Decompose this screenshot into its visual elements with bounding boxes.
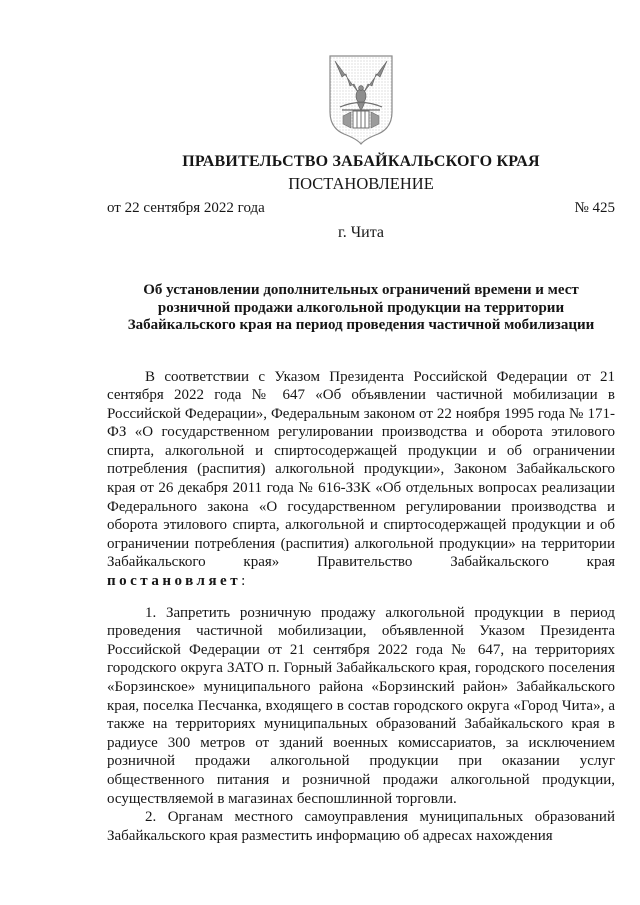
- doc-number: № 425: [574, 200, 615, 216]
- item-1-paragraph: 1. Запретить розничную продажу алкогольной продукции в период проведения частичной мобилизации, объявленной Указом Президента Российской Федерации от 21 сентября 2022 года № 647, на территориях городского округа ЗАТО п. Горный Забайкальского края, городского поселения «Борзинское» муниципального района «Борзинский район» Забайкальского края, поселка Песчанка, входящего в состав городского округа «Город Чита», а также на территориях муниципальных образований Забайкальского края в радиусе 300 метров от зданий военных комиссариатов, за исключением розничной продажи алкогольной продукции при оказании услуг общественного питания и розничной продажи алкогольной продукции, осуществляемой в магазинах беспошлинной торговли.: [107, 604, 615, 807]
- decree-colon: :: [241, 573, 246, 590]
- doc-place: г. Чита: [337, 224, 384, 241]
- decree-word: постановляет: [107, 573, 242, 590]
- doc-title: Об установлении дополнительных ограничений времени и мест розничной продажи алкогольной продукции на территории Забайкальского края на период проведения частичной мобилизации: [127, 282, 595, 333]
- intro-text: В соответствии с Указом Президента Российской Федерации от 21 сентября 2022 года № 647 «Об объявлении частичной мобилизации в Российской Федерации», Федеральным законом от 22 ноября 1995 года № 171-ФЗ «О государственном регулировании производства и оборота этилового спирта, алкогольной и спиртосодержащей продукции и об ограничении потребления (распития) алкогольной продукции», Законом Забайкальского края от 26 декабря 2011 года № 616-ЗЗК «Об отдельных вопросах реализации Федерального закона «О государственном регулировании производства и оборота этилового спирта, алкогольной и спиртосодержащей продукции и об ограничении потребления (распития) алкогольной продукции» на территории Забайкальского края» Правительство Забайкальского края: [107, 368, 615, 571]
- date-number-row: [107, 199, 615, 217]
- zabaykalsky-krai-coat-of-arms-icon: [327, 54, 395, 146]
- doc-type: ПОСТАНОВЛЕНИЕ: [288, 174, 434, 193]
- doc-date: от 22 сентября 2022 года: [107, 200, 265, 216]
- document-content: [107, 0, 615, 845]
- item-2-paragraph: 2. Органам местного самоуправления муниципальных образований Забайкальского края разместить информацию об адресах нахождения: [107, 809, 615, 844]
- intro-paragraph: [107, 368, 615, 591]
- org-name: ПРАВИТЕЛЬСТВО ЗАБАЙКАЛЬСКОГО КРАЯ: [182, 153, 540, 170]
- coat-of-arms: [107, 54, 615, 148]
